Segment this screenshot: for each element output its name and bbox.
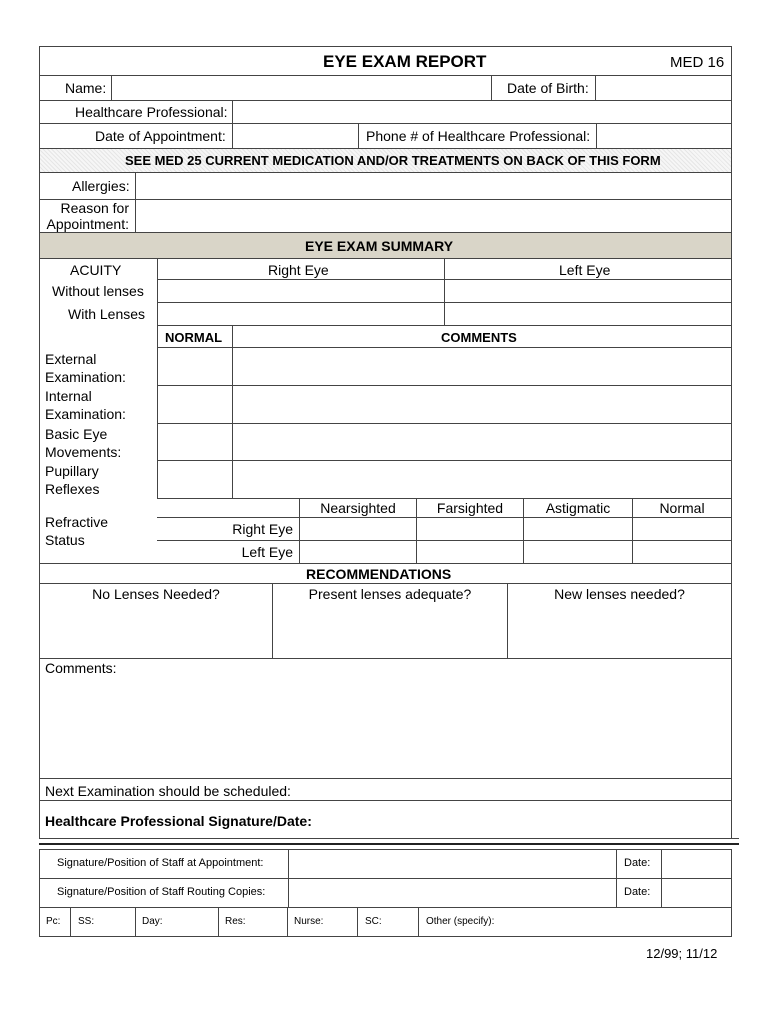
external-exam-comments-field[interactable] xyxy=(233,348,730,385)
refractive-label-2: Status xyxy=(45,532,85,548)
refractive-right-eye-label: Right Eye xyxy=(232,521,293,537)
acuity-label: ACUITY xyxy=(70,262,122,278)
eye-movements-label-1: Basic Eye xyxy=(45,426,108,442)
right-normal-field[interactable] xyxy=(633,518,730,540)
notice-text: SEE MED 25 CURRENT MEDICATION AND/OR TREATMENTS ON BACK OF THIS FORM xyxy=(125,153,661,168)
comments-label: Comments: xyxy=(45,660,117,676)
eye-movements-label-2: Movements: xyxy=(45,444,122,460)
routing-other-label: Other (specify): xyxy=(426,916,495,927)
external-exam-label-2: Examination: xyxy=(45,369,126,385)
routing-other-field[interactable] xyxy=(500,908,730,936)
with-lenses-left-field[interactable] xyxy=(445,303,730,325)
reason-label-1: Reason for xyxy=(60,200,129,216)
present-lenses-adequate-field[interactable] xyxy=(273,604,506,657)
next-exam-field[interactable] xyxy=(300,779,730,800)
appt-date-label: Date of Appointment: xyxy=(95,128,226,144)
acuity-left-eye-header: Left Eye xyxy=(559,262,611,278)
right-nearsighted-field[interactable] xyxy=(300,518,415,540)
eye-movements-normal-field[interactable] xyxy=(158,424,231,460)
hcp-signature-label: Healthcare Professional Signature/Date: xyxy=(45,813,312,829)
astigmatic-header: Astigmatic xyxy=(545,500,611,516)
external-exam-label-1: External xyxy=(45,351,97,367)
allergies-label: Allergies: xyxy=(72,178,130,194)
pupillary-normal-field[interactable] xyxy=(158,461,231,498)
dob-label: Date of Birth: xyxy=(507,80,589,96)
hcp-label: Healthcare Professional: xyxy=(75,104,228,120)
left-nearsighted-field[interactable] xyxy=(300,541,415,563)
footer-revision-code: 12/99; 11/12 xyxy=(646,946,718,961)
normal-refractive-header: Normal xyxy=(659,500,705,516)
no-lenses-needed-field[interactable] xyxy=(40,604,271,657)
staff-routing-date-label: Date: xyxy=(624,886,651,898)
staff-appt-sig-field[interactable] xyxy=(289,850,615,878)
form-code: MED 16 xyxy=(670,54,725,71)
refractive-label-1: Refractive xyxy=(45,514,109,530)
summary-title: EYE EXAM SUMMARY xyxy=(305,238,454,254)
comments-header: COMMENTS xyxy=(441,330,517,345)
new-lenses-needed-field[interactable] xyxy=(508,604,730,657)
allergies-field[interactable] xyxy=(136,173,730,199)
left-astigmatic-field[interactable] xyxy=(524,541,631,563)
pupillary-label-2: Reflexes xyxy=(45,481,100,497)
with-lenses-label: With Lenses xyxy=(68,306,146,322)
routing-ss-label: SS: xyxy=(78,916,95,927)
dob-field[interactable] xyxy=(596,76,730,100)
farsighted-header: Farsighted xyxy=(436,500,504,516)
staff-routing-sig-field[interactable] xyxy=(289,879,615,907)
without-lenses-left-field[interactable] xyxy=(445,280,730,302)
pupillary-comments-field[interactable] xyxy=(233,461,730,498)
refractive-left-eye-label: Left Eye xyxy=(241,544,293,560)
staff-appt-date-label: Date: xyxy=(624,857,651,869)
next-exam-label: Next Examination should be scheduled: xyxy=(45,783,291,799)
routing-sc-label: SC: xyxy=(365,916,382,927)
internal-exam-normal-field[interactable] xyxy=(158,386,231,423)
eye-movements-comments-field[interactable] xyxy=(233,424,730,460)
name-field[interactable] xyxy=(112,76,490,100)
staff-routing-sig-label: Signature/Position of Staff Routing Copies: xyxy=(57,886,266,898)
pupillary-label-1: Pupillary xyxy=(45,463,99,479)
routing-nurse-label: Nurse: xyxy=(294,916,324,927)
left-normal-field[interactable] xyxy=(633,541,730,563)
right-farsighted-field[interactable] xyxy=(417,518,522,540)
acuity-right-eye-header: Right Eye xyxy=(268,262,329,278)
new-lenses-needed-label: New lenses needed? xyxy=(554,586,685,602)
right-astigmatic-field[interactable] xyxy=(524,518,631,540)
form-title: EYE EXAM REPORT xyxy=(323,52,487,71)
internal-exam-label-1: Internal xyxy=(45,388,92,404)
reason-field[interactable] xyxy=(136,200,730,232)
present-lenses-adequate-label: Present lenses adequate? xyxy=(308,586,472,602)
appt-date-field[interactable] xyxy=(233,124,357,147)
nearsighted-header: Nearsighted xyxy=(320,500,396,516)
routing-res-label: Res: xyxy=(225,916,246,927)
hcp-field[interactable] xyxy=(233,101,730,123)
internal-exam-comments-field[interactable] xyxy=(233,386,730,423)
staff-routing-date-field[interactable] xyxy=(662,879,730,907)
hcp-phone-label: Phone # of Healthcare Professional: xyxy=(366,128,591,144)
left-farsighted-field[interactable] xyxy=(417,541,522,563)
reason-label-2: Appointment: xyxy=(46,216,129,232)
normal-header: NORMAL xyxy=(165,330,223,345)
recommendations-title: RECOMMENDATIONS xyxy=(306,566,452,582)
internal-exam-label-2: Examination: xyxy=(45,406,126,422)
hcp-phone-field[interactable] xyxy=(597,124,730,147)
staff-appt-sig-label: Signature/Position of Staff at Appointment: xyxy=(57,857,264,869)
comments-field[interactable] xyxy=(40,678,730,777)
name-label: Name: xyxy=(65,80,107,96)
routing-day-label: Day: xyxy=(142,916,163,927)
hcp-signature-field[interactable] xyxy=(340,801,730,837)
external-exam-normal-field[interactable] xyxy=(158,348,231,385)
with-lenses-right-field[interactable] xyxy=(158,303,443,325)
staff-appt-date-field[interactable] xyxy=(662,850,730,878)
routing-pc-label: Pc: xyxy=(46,916,61,927)
without-lenses-label: Without lenses xyxy=(52,283,144,299)
without-lenses-right-field[interactable] xyxy=(158,280,443,302)
no-lenses-needed-label: No Lenses Needed? xyxy=(92,586,220,602)
